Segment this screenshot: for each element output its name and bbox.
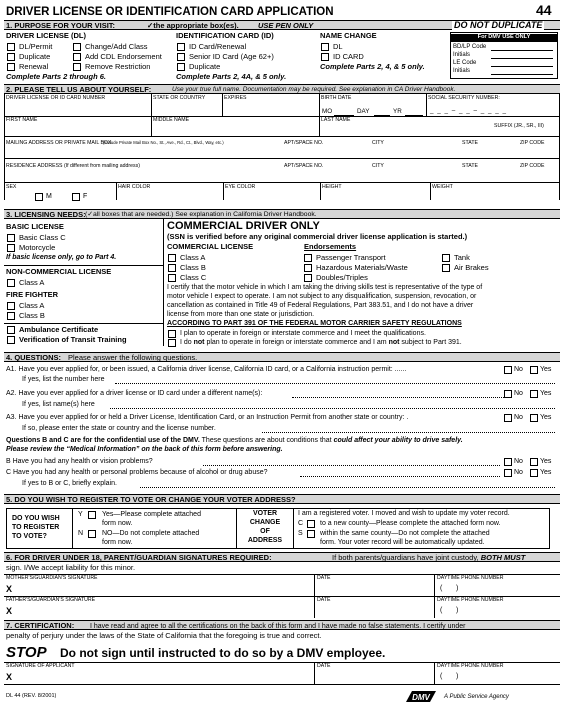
senior-id-label: Senior ID Card (Age 62+) <box>189 52 274 61</box>
father-phone-parens: ( ) <box>440 607 459 614</box>
voter-change-4: ADDRESS <box>247 537 283 544</box>
register-q-1: DO YOU WISH <box>12 515 60 522</box>
hair-color-label: HAIR COLOR <box>118 184 151 190</box>
id-renewal-label: ID Card/Renewal <box>189 42 247 51</box>
bc-explain-line[interactable] <box>140 486 555 488</box>
vote-yes-checkbox[interactable] <box>88 511 96 519</box>
id-heading: IDENTIFICATION CARD (ID) <box>176 31 274 40</box>
certify-line-3: cancellation as contained in Title 49 of Federal Regulations, Part 383.51, and I do not have a driver <box>167 302 474 309</box>
section-5-title: 5. DO YOU WISH TO REGISTER TO VOTE OR CHANGE YOUR VOTER ADDRESS? <box>6 495 296 504</box>
voter-change-2: CHANGE <box>249 519 281 526</box>
residence-address-label: RESIDENCE ADDRESS (If different from mailing address) <box>6 163 140 169</box>
b-no-checkbox[interactable] <box>504 458 512 466</box>
c-no-checkbox[interactable] <box>504 469 512 477</box>
basic-class-c-label: Basic Class C <box>19 233 66 242</box>
section-5-header <box>4 494 560 504</box>
change-class-label: Change/Add Class <box>85 42 148 51</box>
stop-label: STOP <box>6 644 47 661</box>
ff-class-b-label: Class B <box>19 311 45 320</box>
use-pen-only: USE PEN ONLY <box>258 21 314 30</box>
nc-note: Complete Parts 2, 4, & 5 only. <box>320 62 425 71</box>
a1-yes-label: Yes <box>540 366 552 373</box>
father-signature-field[interactable] <box>18 604 312 618</box>
dl-permit-label: DL/Permit <box>19 42 53 51</box>
vote-yes-label-2: form now. <box>102 520 133 527</box>
sex-m-checkbox[interactable] <box>35 193 43 201</box>
section-3-header <box>4 209 560 219</box>
basic-class-c-checkbox[interactable] <box>7 234 15 242</box>
cl-class-c-label: Class C <box>180 273 207 282</box>
applicant-sig-label: SIGNATURE OF APPLICANT <box>6 663 75 669</box>
passenger-checkbox[interactable] <box>304 254 312 262</box>
voter-registered-text: I am a registered voter. I moved and wish to update my voter record. <box>298 510 510 517</box>
dl-note: Complete Parts 2 through 6. <box>6 72 107 81</box>
form-number: 44 <box>536 2 552 18</box>
remove-restriction-checkbox[interactable] <box>73 63 81 71</box>
transit-training-checkbox[interactable] <box>7 336 15 344</box>
dmv-initials-1: Initials <box>453 52 471 58</box>
question-a3-sub: If so, please enter the state or country and the license number. <box>22 425 216 432</box>
section-7-header <box>4 620 560 630</box>
dmv-le-code: LE Code <box>453 60 477 66</box>
state-country-label: STATE OR COUNTRY <box>153 95 206 101</box>
sex-f-checkbox[interactable] <box>72 193 80 201</box>
city-label-1: CITY <box>372 140 384 146</box>
nc-dl-label: DL <box>333 42 343 51</box>
eye-color-label: EYE COLOR <box>225 184 256 190</box>
b-yes-checkbox[interactable] <box>530 458 538 466</box>
dl-renewal-label: Renewal <box>19 62 49 71</box>
part391-not-label: I do not plan to operate in foreign or interstate commerce and I am not subject to Part 391. <box>180 339 462 346</box>
a2-yes-label: Yes <box>540 390 552 397</box>
ff-class-b-checkbox[interactable] <box>7 312 15 320</box>
question-a3: A3. Have you ever applied for or held a Driver License, Identification Card, or an Instruction Permit from another state or country: . <box>6 414 409 421</box>
hazmat-checkbox[interactable] <box>304 264 312 272</box>
hazmat-label: Hazardous Materials/Waste <box>316 263 408 272</box>
nc-dl-checkbox[interactable] <box>321 43 329 51</box>
dl-number-label: DRIVER LICENSE OR ID CARD NUMBER <box>6 95 106 101</box>
applicant-phone-label: DAYTIME PHONE NUMBER <box>437 663 504 669</box>
section-6-title: 6. FOR DRIVER UNDER 18, PARENT/GUARDIAN SIGNATURES REQUIRED: <box>6 553 272 562</box>
section-4-header <box>4 352 560 362</box>
form-revision: DL 44 (REV. 8/2001) <box>6 693 57 699</box>
certify-line-4: license from more than one state or jurisdiction. <box>167 311 315 318</box>
question-a2: A2. Have you ever applied for a driver license or ID card under a different name(s): <box>6 390 263 397</box>
do-not-duplicate: DO NOT DUPLICATE <box>454 20 543 30</box>
certify-line-2: motor vehicle I expect to operate. I am not subject to any disqualification, suspension, revocation, or <box>167 293 477 300</box>
confidential-notice: Questions B and C are for the confidential use of the DMV. These questions are about conditions that could affect your ability to drive safely. <box>6 437 463 444</box>
section-2-note: Use your true full name. Documentation may be required. See explanation in CA Driver Handbook. <box>172 85 456 93</box>
voter-same-county-label: within the same county—Do not complete the attached <box>320 530 490 537</box>
a1-yes-checkbox[interactable] <box>530 366 538 374</box>
tank-label: Tank <box>454 253 470 262</box>
question-a1-sub: If yes, list the number here <box>22 376 105 383</box>
section-3-title: 3. LICENSING NEEDS: <box>6 210 86 219</box>
zip-label-2: ZIP CODE <box>520 163 545 169</box>
sex-f-label: F <box>83 193 88 200</box>
add-cdl-checkbox[interactable] <box>73 53 81 61</box>
senior-id-checkbox[interactable] <box>177 53 185 61</box>
c-yes-checkbox[interactable] <box>530 469 538 477</box>
mother-phone-label: DAYTIME PHONE NUMBER <box>437 575 504 581</box>
dl-renewal-checkbox[interactable] <box>7 63 15 71</box>
voter-same-county-label-2: form. Your voter record will be automatically updated. <box>320 539 485 546</box>
mother-date-label: DATE <box>317 575 331 581</box>
change-class-checkbox[interactable] <box>73 43 81 51</box>
name-change-heading: NAME CHANGE <box>320 31 377 40</box>
commercial-license-heading: COMMERCIAL LICENSE <box>167 242 254 251</box>
birth-date-label: BIRTH DATE <box>321 95 352 101</box>
nc-id-checkbox[interactable] <box>321 53 329 61</box>
zip-label-1: ZIP CODE <box>520 140 545 146</box>
voter-c-letter: C <box>298 520 304 527</box>
a2-no-label: No <box>514 390 523 397</box>
section-7-text-2: penalty of perjury under the laws of the State of California that the foregoing is true and correct. <box>6 631 322 640</box>
state-label-1: STATE <box>462 140 478 146</box>
section-6-liability: sign. I/We accept liability for this minor. <box>6 563 136 572</box>
a3-no-checkbox[interactable] <box>504 414 512 422</box>
doubles-label: Doubles/Triples <box>316 273 368 282</box>
cl-class-a-label: Class A <box>180 253 206 262</box>
a3-yes-label: Yes <box>540 414 552 421</box>
vote-no-checkbox[interactable] <box>88 530 96 538</box>
father-sig-x: X <box>6 606 13 616</box>
register-q-3: TO VOTE? <box>12 533 47 540</box>
air-brakes-label: Air Brakes <box>454 263 489 272</box>
motorcycle-checkbox[interactable] <box>7 244 15 252</box>
tank-checkbox[interactable] <box>442 254 450 262</box>
c-no-label: No <box>514 469 523 476</box>
voter-change-3: OF <box>260 528 270 535</box>
medical-info-notice: Please review the “Medical Information” on the back of this form before answering. <box>6 446 283 453</box>
section-7-text: I have read and agree to all the certifications on the back of this form and I have made no false statements. I certify under <box>90 622 466 630</box>
part-391-heading: ACCORDING TO PART 391 OF THE FEDERAL MOTOR CARRIER SAFETY REGULATIONS <box>167 320 462 327</box>
id-note: Complete Parts 2, 4A, & 5 only. <box>176 72 287 81</box>
section-4-title: 4. QUESTIONS: <box>6 353 62 362</box>
expires-label: EXPIRES <box>224 95 247 101</box>
first-name-label: FIRST NAME <box>6 117 38 123</box>
a2-yes-checkbox[interactable] <box>530 390 538 398</box>
form-title: DRIVER LICENSE OR IDENTIFICATION CARD APPLICATION <box>6 6 334 18</box>
section-2-title: 2. PLEASE TELL US ABOUT YOURSELF: <box>6 85 152 94</box>
father-sig-label: FATHER'S/GUARDIAN'S SIGNATURE <box>6 597 96 603</box>
middle-name-label: MIDDLE NAME <box>153 117 190 123</box>
cdl-subheading: (SSN is verified before any original commercial driver license application is started.) <box>167 232 468 241</box>
birth-mo: MO <box>322 108 333 115</box>
height-label: HEIGHT <box>322 184 342 190</box>
cl-class-c-checkbox[interactable] <box>168 274 176 282</box>
a1-no-label: No <box>514 366 523 373</box>
nc-class-a-checkbox[interactable] <box>7 279 15 287</box>
bc-explain-label: If yes to B or C, briefly explain. <box>22 480 117 487</box>
mother-phone-parens: ( ) <box>440 585 459 592</box>
applicant-sig-x: X <box>6 672 13 682</box>
city-label-2: CITY <box>372 163 384 169</box>
ssn-dashes: _ _ _ – _ _ – _ _ _ _ <box>430 107 508 114</box>
mailing-address-label: MAILING ADDRESS OR PRIVATE MAIL BOX <box>6 140 112 146</box>
vote-no-label-2: form now. <box>102 539 133 546</box>
a1-answer-line[interactable] <box>115 382 555 384</box>
add-cdl-label: Add CDL Endorsement <box>85 52 162 61</box>
mother-signature-field[interactable] <box>18 582 312 596</box>
id-duplicate-label: Duplicate <box>189 62 221 71</box>
ambulance-label: Ambulance Certificate <box>19 325 99 334</box>
section-4-subtitle: Please answer the following questions. <box>68 353 198 362</box>
weight-label: WEIGHT <box>432 184 453 190</box>
father-phone-label: DAYTIME PHONE NUMBER <box>437 597 504 603</box>
doubles-checkbox[interactable] <box>304 274 312 282</box>
dl-duplicate-checkbox[interactable] <box>7 53 15 61</box>
part391-meet-label: I plan to operate in foreign or interstate commerce and I meet the qualifications. <box>180 330 426 337</box>
nc-id-label: ID CARD <box>333 52 364 61</box>
cdl-heading: COMMERCIAL DRIVER ONLY <box>167 220 320 232</box>
question-a2-sub: If yes, list name(s) here <box>22 401 95 408</box>
ff-class-a-checkbox[interactable] <box>7 302 15 310</box>
applicant-signature-field[interactable] <box>18 670 312 684</box>
ff-class-a-label: Class A <box>19 301 45 310</box>
question-c: C Have you had any health or personal problems because of alcohol or drug abuse? <box>6 469 268 476</box>
ssn-label: SOCIAL SECURITY NUMBER: <box>428 95 500 101</box>
fire-fighter-heading: FIRE FIGHTER <box>6 290 59 299</box>
remove-restriction-label: Remove Restriction <box>85 62 151 71</box>
id-duplicate-checkbox[interactable] <box>177 63 185 71</box>
dl-permit-checkbox[interactable] <box>7 43 15 51</box>
section-6-note: If both parents/guardians have joint custody, BOTH MUST <box>332 553 526 562</box>
question-b: B Have you had any health or vision problems? <box>6 458 153 465</box>
certify-line-1: I certify that the motor vehicle in which I am taking the driving skills test is representative of the type of <box>167 284 483 291</box>
a2-answer-line[interactable] <box>110 407 555 409</box>
cl-class-b-label: Class B <box>180 263 206 272</box>
dmv-use-heading: For DMV USE ONLY <box>451 34 557 42</box>
dmv-initials-2: Initials <box>453 68 471 74</box>
svg-text:DMV: DMV <box>412 693 430 702</box>
b-yes-label: Yes <box>540 458 552 465</box>
a2-no-checkbox[interactable] <box>504 390 512 398</box>
section-7-title: 7. CERTIFICATION: <box>6 621 75 630</box>
id-renewal-checkbox[interactable] <box>177 43 185 51</box>
voter-new-county-checkbox[interactable] <box>307 520 315 528</box>
register-q-2: TO REGISTER <box>12 524 60 531</box>
state-label-2: STATE <box>462 163 478 169</box>
apt-label-2: APT/SPACE NO. <box>284 163 324 169</box>
mother-sig-label: MOTHER'S/GUARDIAN'S SIGNATURE <box>6 575 98 581</box>
mother-sig-x: X <box>6 584 13 594</box>
a3-answer-line[interactable] <box>262 431 555 433</box>
a3-yes-checkbox[interactable] <box>530 414 538 422</box>
agency-tagline: A Public Service Agency <box>444 694 509 700</box>
suffix-label: SUFFIX (JR., SR., III) <box>494 123 544 129</box>
sex-m-label: M <box>46 193 52 200</box>
motorcycle-label: Motorcycle <box>19 243 56 252</box>
vote-yes-label-1: Yes—Please complete attached <box>102 511 201 518</box>
c-yes-label: Yes <box>540 469 552 476</box>
nc-class-a-label: Class A <box>19 278 45 287</box>
vote-no-label-1: NO—Do not complete attached <box>102 530 200 537</box>
b-no-label: No <box>514 458 523 465</box>
question-a1: A1. Have you ever applied for, or been issued, a California driver license, California ID card, or a California instruction permit: ...... <box>6 366 407 373</box>
voter-new-county-label: to a new county—Please complete the attached form now. <box>320 520 501 527</box>
section-1-title: 1. PURPOSE FOR YOUR VISIT: <box>6 21 116 30</box>
section-2-header <box>4 84 560 94</box>
apt-label-1: APT/SPACE NO. <box>284 140 324 146</box>
applicant-phone-parens: ( ) <box>440 673 459 680</box>
cl-class-b-checkbox[interactable] <box>168 264 176 272</box>
vote-yes-letter: Y <box>78 511 83 518</box>
basic-license-note: If basic license only, go to Part 4. <box>6 254 117 261</box>
birth-yr: YR <box>393 108 402 115</box>
a1-no-checkbox[interactable] <box>504 366 512 374</box>
dmv-use-box <box>450 32 558 79</box>
last-name-label: LAST NAME <box>321 117 351 123</box>
dmv-bd-lp: BD/LP Code <box>453 44 487 50</box>
dmv-logo <box>404 690 438 703</box>
mailing-address-note: (Include Private Mail Box No., St., Ave., Rd., Ct., Blvd., Way, etc.) <box>103 140 224 145</box>
applicant-date-label: DATE <box>317 663 331 669</box>
cl-class-a-checkbox[interactable] <box>168 254 176 262</box>
transit-training-label: Verification of Transit Training <box>19 335 127 344</box>
passenger-label: Passenger Transport <box>316 253 386 262</box>
part391-not-checkbox[interactable] <box>168 339 176 347</box>
dl-heading: DRIVER LICENSE (DL) <box>6 31 87 40</box>
non-commercial-heading: NON-COMMERCIAL LICENSE <box>6 267 112 276</box>
section-6-header <box>4 552 560 562</box>
part391-meet-checkbox[interactable] <box>168 330 176 338</box>
sex-label: SEX <box>6 184 17 190</box>
voter-change-1: VOTER <box>252 510 278 517</box>
voter-same-county-checkbox[interactable] <box>307 530 315 538</box>
endorsements-heading: Endorsements <box>304 242 357 251</box>
father-date-label: DATE <box>317 597 331 603</box>
stop-message: Do not sign until instructed to do so by a DMV employee. <box>60 646 386 660</box>
basic-license-heading: BASIC LICENSE <box>6 222 64 231</box>
air-brakes-checkbox[interactable] <box>442 264 450 272</box>
section-3-subtitle: (✓all boxes that are needed.) See explanation in California Driver Handbook. <box>85 210 317 218</box>
a3-no-label: No <box>514 414 523 421</box>
dl-duplicate-label: Duplicate <box>19 52 51 61</box>
voter-s-letter: S <box>298 530 303 537</box>
birth-day: DAY <box>357 108 370 115</box>
ambulance-checkbox[interactable] <box>7 326 15 334</box>
vote-no-letter: N <box>78 530 84 537</box>
section-1-subtitle: ✓the appropriate box(es). <box>147 21 239 30</box>
